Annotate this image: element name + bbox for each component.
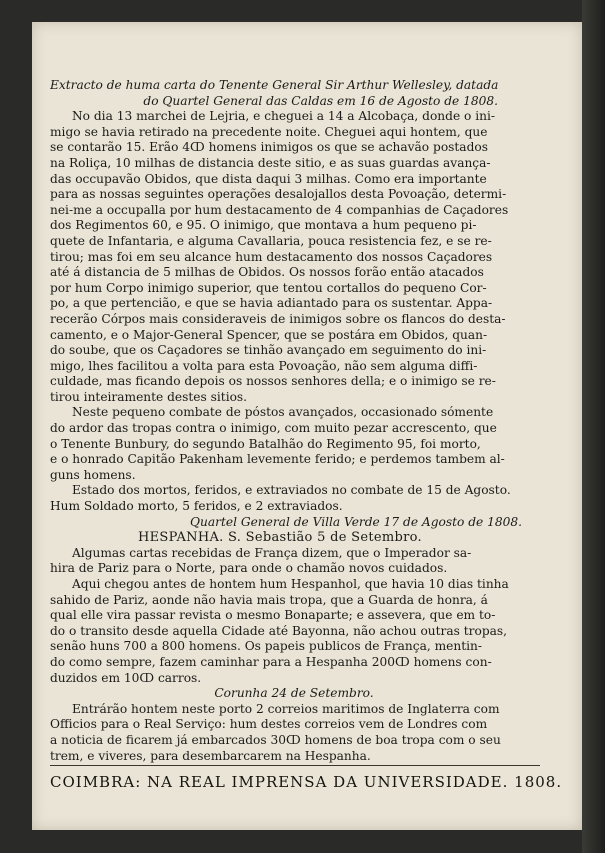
heading-line-2: do Quartel General das Caldas em 16 de Agosto de 1808. bbox=[143, 93, 498, 108]
book-gutter bbox=[582, 0, 605, 853]
text-line: dos Regimentos 60, e 95. O inimigo, que montava a hum pequeno pi- bbox=[50, 218, 477, 233]
paragraph-4 bbox=[50, 546, 538, 577]
paragraph-2 bbox=[50, 405, 538, 483]
paragraph-3 bbox=[50, 483, 538, 514]
text-line: duzidos em 10ↀ carros. bbox=[50, 670, 202, 685]
text-line: se contarão 15. Erão 4ↀ homens inimigos os que se achavão postados bbox=[50, 140, 488, 155]
text-line: até á distancia de 5 milhas de Obidos. Os nossos forão então atacados bbox=[50, 265, 484, 280]
text-line: na Roliça, 10 milhas de distancia deste sitio, e as suas guardas avança- bbox=[50, 155, 491, 170]
text-line: o Tenente Bunbury, do segundo Batalhão do Regimento 95, foi morto, bbox=[50, 436, 481, 451]
text-line: Neste pequeno combate de póstos avançados, occasionado sómente bbox=[72, 405, 494, 420]
signoff-quartel-general: Quartel General de Villa Verde 17 de Agosto de 1808. bbox=[190, 514, 522, 529]
text-line: nei-me a occupalla por hum destacamento de 4 companhias de Caçadores bbox=[50, 202, 509, 217]
text-line: No dia 13 marchei de Lejria, e cheguei a 14 a Alcobaça, donde o ini- bbox=[72, 109, 496, 124]
text-line: po, a que pertencião, e que se havia adiantado para os sustentar. Appa- bbox=[50, 296, 493, 311]
text-line: das occupavão Obidos, que dista daqui 3 milhas. Como era importante bbox=[50, 171, 487, 186]
dateline-corunha: Corunha 24 de Setembro. bbox=[214, 686, 374, 701]
text-line: migo se havia retirado na precedente noite. Cheguei aqui hontem, que bbox=[50, 124, 488, 139]
paragraph-5 bbox=[50, 577, 538, 686]
text-line: camento, e o Major-General Spencer, que se postára em Obidos, quan- bbox=[50, 327, 488, 342]
text-line: recerão Córpos mais consideraveis de inimigos sobre os flancos do desta- bbox=[50, 311, 506, 326]
text-line: qual elle vira passar revista o mesmo Bonaparte; e assevera, que em to- bbox=[50, 608, 496, 623]
text-line: a noticia de ficarem já embarcados 30ↀ homens de boa tropa com o seu bbox=[50, 732, 501, 747]
paragraph-6 bbox=[50, 702, 538, 764]
text-line: Estado dos mortos, feridos, e extraviados no combate de 15 de Agosto. bbox=[72, 483, 511, 498]
text-line: Algumas cartas recebidas de França dizem, que o Imperador sa- bbox=[72, 545, 472, 560]
text-line: hira de Pariz para o Norte, para onde o chamão novos cuidados. bbox=[50, 561, 448, 576]
text-line: para as nossas seguintes operações desalojallos desta Povoação, determi- bbox=[50, 187, 507, 202]
text-line: e o honrado Capitão Pakenham levemente ferido; e perdemos tambem al- bbox=[50, 452, 505, 467]
text-line: senão huns 700 a 800 homens. Os papeis publicos de França, mentin- bbox=[50, 639, 482, 654]
text-line: trem, e viveres, para desembarcarem na Hespanha. bbox=[50, 748, 371, 763]
text-line: do ardor das tropas contra o inimigo, com muito pezar accrescento, que bbox=[50, 421, 497, 436]
text-line: tirou; mas foi em seu alcance hum destacamento dos nossos Caçadores bbox=[50, 249, 493, 264]
text-line: Aqui chegou antes de hontem hum Hespanhol, que havia 10 dias tinha bbox=[72, 577, 509, 591]
text-line: Officios para o Real Serviço: hum destes correios vem de Londres com bbox=[50, 717, 488, 732]
imprint-line: COIMBRA: NA REAL IMPRENSA DA UNIVERSIDADE. 1808. bbox=[50, 773, 563, 791]
dateline-hespanha: HESPANHA. S. Sebastião 5 de Setembro. bbox=[138, 530, 422, 546]
paragraph-1 bbox=[50, 109, 538, 405]
heading-line-1: Extracto de huma carta do Tenente General Sir Arthur Wellesley, datada bbox=[50, 78, 499, 92]
text-line: culdade, mas ficando depois os nossos senhores della; e o inimigo se re- bbox=[50, 374, 496, 389]
text-line: guns homens. bbox=[50, 467, 136, 482]
text-line: Entrárão hontem neste porto 2 correios maritimos de Inglaterra com bbox=[72, 701, 500, 716]
text-line: por hum Corpo inimigo superior, que tentou cortallos do pequeno Cor- bbox=[50, 280, 487, 295]
text-line: quete de Infantaria, e alguma Cavallaria, pouca resistencia fez, e se re- bbox=[50, 233, 492, 248]
imprint-rule bbox=[50, 765, 540, 766]
text-line: tirou inteiramente destes sitios. bbox=[50, 389, 248, 404]
text-line: do soube, que os Caçadores se tinhão avançado em seguimento do ini- bbox=[50, 343, 487, 358]
text-line: Hum Soldado morto, 5 feridos, e 2 extraviados. bbox=[50, 499, 343, 514]
text-line: do como sempre, fazem caminhar para a Hespanha 200ↀ homens con- bbox=[50, 654, 492, 669]
document-body bbox=[50, 78, 538, 764]
text-line: sahido de Pariz, aonde não havia mais tropa, que a Guarda de honra, á bbox=[50, 592, 488, 607]
text-line: do o transito desde aquella Cidade até Bayonna, não achou outras tropas, bbox=[50, 623, 508, 638]
text-line: migo, lhes facilitou a volta para esta Povoação, não sem alguma diffi- bbox=[50, 358, 478, 373]
